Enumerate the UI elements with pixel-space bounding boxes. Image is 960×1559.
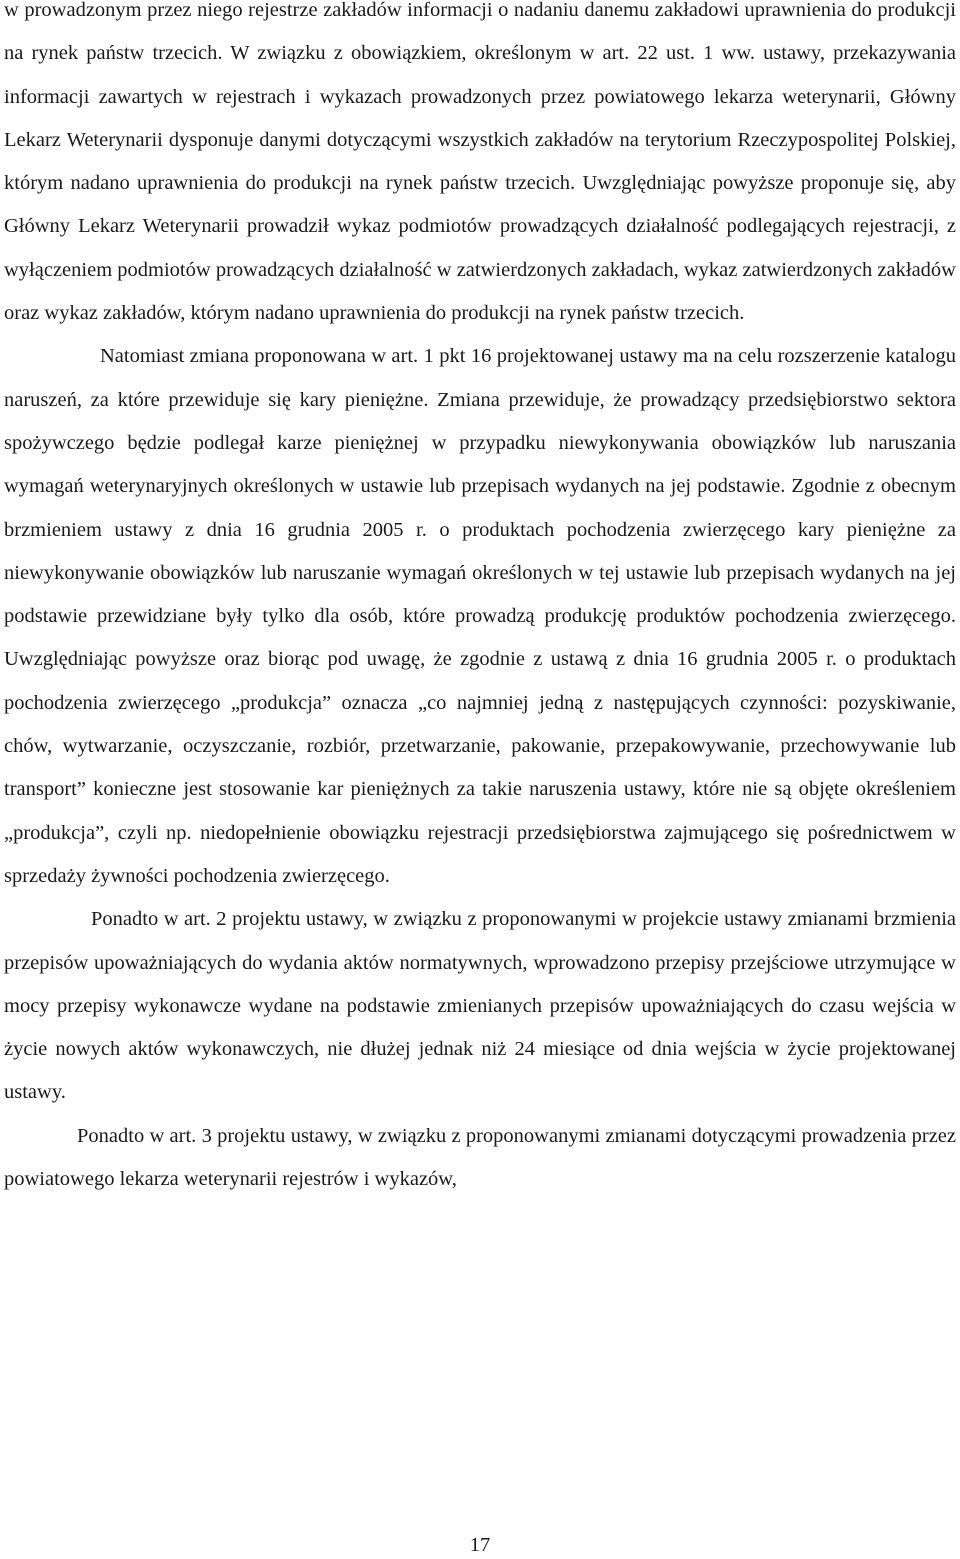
paragraph-2: Natomiast zmiana proponowana w art. 1 pkt 16 projektowanej ustawy ma na celu rozszerzenie katalogu naruszeń, za które przewiduje się kary pieniężne. Zmiana przewiduje, że prowadzący przedsiębiorstwo sektora spożywczego będzie podlegał karze pieniężnej w przypadku niewykonywania obowiązków lub naruszania wymagań weterynaryjnych określonych w ustawie lub przepisach wydanych na jej podstawie. Zgodnie z obecnym brzmieniem ustawy z dnia 16 grudnia 2005 r. o produktach pochodzenia zwierzęcego kary pieniężne za niewykonywanie obowiązków lub naruszanie wymagań określonych w tej ustawie lub przepisach wydanych na jej podstawie przewidziane były tylko dla osób, które prowadzą produkcję produktów pochodzenia zwierzęcego. Uwzględniając powyższe oraz biorąc pod uwagę, że zgodnie z ustawą z dnia 16 grudnia 2005 r. o produktach pochodzenia zwierzęcego „produkcja” oznacza „co najmniej jedną z następujących czynności: pozyskiwanie, chów, wytwarzanie, oczyszczanie, rozbiór, przetwarzanie, pakowanie, przepakowywanie, przechowywanie lub transport” konieczne jest stosowanie kar pieniężnych za takie naruszenia ustawy, które nie są objęte określeniem „produkcja”, czyli np. niedopełnienie obowiązku rejestracji przedsiębiorstwa zajmującego się pośrednictwem w sprzedaży żywności pochodzenia zwierzęcego. xyxy=(4,345,956,887)
paragraph-4: Ponadto w art. 3 projektu ustawy, w związku z proponowanymi zmianami dotyczącymi prowadzenia przez powiatowego lekarza weterynarii rejestrów i wykazów, xyxy=(4,1124,956,1191)
paragraph-3: Ponadto w art. 2 projektu ustawy, w związku z proponowanymi w projekcie ustawy zmianami brzmienia przepisów upoważniających do wydania aktów normatywnych, wprowadzono przepisy przejściowe utrzymujące w mocy przepisy wykonawcze wydane na podstawie zmienianych przepisów upoważniających do czasu wejścia w życie nowych aktów wykonawczych, nie dłużej jednak niż 24 miesiące od dnia wejścia w życie projektowanej ustawy. xyxy=(4,908,956,1104)
document-page xyxy=(4,0,956,1201)
page-number: 17 xyxy=(469,1534,491,1556)
paragraph-1: w prowadzonym przez niego rejestrze zakładów informacji o nadaniu danemu zakładowi uprawnienia do produkcji na rynek państw trzecich. W związku z obowiązkiem, określonym w art. 22 ust. 1 ww. ustawy, przekazywania informacji zawartych w rejestrach i wykazach prowadzonych przez powiatowego lekarza weterynarii, Główny Lekarz Weterynarii dysponuje danymi dotyczącymi wszystkich zakładów na terytorium Rzeczypospolitej Polskiej, którym nadano uprawnienia do produkcji na rynek państw trzecich. Uwzględniając powyższe proponuje się, aby Główny Lekarz Weterynarii prowadził wykaz podmiotów prowadzących działalność podlegających rejestracji, z wyłączeniem podmiotów prowadzących działalność w zatwierdzonych zakładach, wykaz zatwierdzonych zakładów oraz wykaz zakładów, którym nadano uprawnienia do produkcji na rynek państw trzecich. xyxy=(4,0,956,325)
